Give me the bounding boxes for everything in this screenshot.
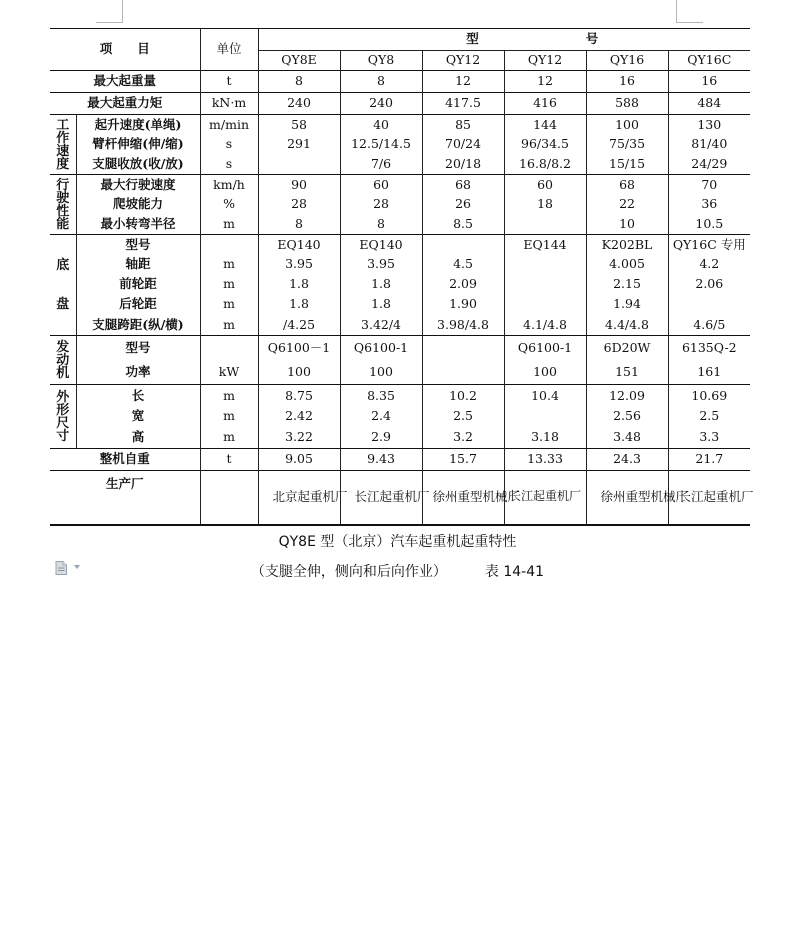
cell: 90: [258, 175, 340, 195]
cell: 1.90: [422, 295, 504, 315]
cell: 60: [504, 175, 586, 195]
model-col-1: QY8E: [258, 51, 340, 71]
cell: 28: [340, 195, 422, 215]
row-chassis-model: [50, 235, 750, 255]
cell: 北京起重机厂: [258, 471, 340, 525]
cell: 3.95: [258, 255, 340, 275]
row-unit: m/min: [200, 115, 258, 135]
cell: 3.18: [504, 427, 586, 449]
cell: 81/40: [668, 135, 750, 155]
cell: 130: [668, 115, 750, 135]
cell: 2.5: [422, 407, 504, 427]
cell: [504, 407, 586, 427]
cell: 8.5: [422, 215, 504, 235]
model-col-5: QY16: [586, 51, 668, 71]
row-label: 臂杆伸缩(伸/缩): [76, 135, 200, 155]
cell: 8.35: [340, 385, 422, 407]
row-label: 长: [76, 385, 200, 407]
cell: 16.8/8.2: [504, 155, 586, 175]
row-label: 高: [76, 427, 200, 449]
cell: 8: [258, 215, 340, 235]
cell: 58: [258, 115, 340, 135]
row-label: 前轮距: [76, 275, 200, 295]
header-item: 项 目: [50, 29, 200, 71]
cell: 15/15: [586, 155, 668, 175]
cell: 3.42/4: [340, 315, 422, 336]
cell: [504, 215, 586, 235]
cell: 9.43: [340, 449, 422, 471]
row-max-lift-moment: [50, 93, 750, 115]
cell: 100: [340, 361, 422, 385]
cell: EQ140: [340, 235, 422, 255]
model-col-2: QY8: [340, 51, 422, 71]
page-corner-mark-right: [676, 0, 703, 23]
cell: 1.94: [586, 295, 668, 315]
row-label: 型号: [76, 235, 200, 255]
row-label: 最大起重量: [50, 71, 200, 93]
row-boom-telescope: [50, 135, 750, 155]
cell: [422, 235, 504, 255]
cell: 10.4: [504, 385, 586, 407]
cell: 10: [586, 215, 668, 235]
row-manufacturer: [50, 471, 750, 525]
cell: [422, 361, 504, 385]
cell: 8: [258, 71, 340, 93]
row-self-weight: [50, 449, 750, 471]
crane-spec-table: [50, 28, 754, 526]
row-min-turning-radius: [50, 215, 750, 235]
row-unit: m: [200, 215, 258, 235]
row-rear-track: [50, 295, 750, 315]
category-driving: 行 驶 性 能: [50, 175, 76, 235]
cell: [504, 295, 586, 315]
cell: 6135Q-2: [668, 336, 750, 361]
cell: 3.48: [586, 427, 668, 449]
cell: 70/24: [422, 135, 504, 155]
row-unit: s: [200, 135, 258, 155]
row-height: [50, 427, 750, 449]
row-label: 生产厂: [50, 471, 200, 525]
category-engine: 发 动 机: [50, 336, 76, 385]
cell: 12.09: [586, 385, 668, 407]
cell: [668, 295, 750, 315]
cell: 16: [668, 71, 750, 93]
row-front-track: [50, 275, 750, 295]
row-unit: [200, 336, 258, 361]
cell: 20/18: [422, 155, 504, 175]
row-label: 宽: [76, 407, 200, 427]
cell: 7/6: [340, 155, 422, 175]
row-engine-power: [50, 361, 750, 385]
cell: 22: [586, 195, 668, 215]
row-unit: s: [200, 155, 258, 175]
row-label: 最小转弯半径: [76, 215, 200, 235]
cell: 4.1/4.8: [504, 315, 586, 336]
row-unit: m: [200, 427, 258, 449]
cell: 3.22: [258, 427, 340, 449]
cell: 徐州重型机械厂: [586, 471, 668, 525]
cell: 40: [340, 115, 422, 135]
row-unit: m: [200, 295, 258, 315]
cell: 416: [504, 93, 586, 115]
cell: 2.5: [668, 407, 750, 427]
row-unit: km/h: [200, 175, 258, 195]
header-model-char-2: 号: [585, 31, 599, 47]
cell: 240: [340, 93, 422, 115]
cell: 8: [340, 71, 422, 93]
cell: EQ144: [504, 235, 586, 255]
row-label: 支腿收放(收/放): [76, 155, 200, 175]
cell: 4.6/5: [668, 315, 750, 336]
row-unit: m: [200, 385, 258, 407]
row-label: 后轮距: [76, 295, 200, 315]
cell: Q6100-1: [340, 336, 422, 361]
row-label: 起升速度(单绳): [76, 115, 200, 135]
cell: 484: [668, 93, 750, 115]
cell: [504, 275, 586, 295]
cell: 4.2: [668, 255, 750, 275]
caption-table-number: 表 14-41: [484, 564, 545, 580]
cell: 68: [422, 175, 504, 195]
cell: 68: [586, 175, 668, 195]
header-model-char-1: 型: [466, 31, 479, 47]
cell: 10.69: [668, 385, 750, 407]
cell: /4.25: [258, 315, 340, 336]
row-unit: kN·m: [200, 93, 258, 115]
model-col-3: QY12: [422, 51, 504, 71]
cell: 4.005: [586, 255, 668, 275]
cell: 417.5: [422, 93, 504, 115]
cell: 6D20W: [586, 336, 668, 361]
cell: 100: [258, 361, 340, 385]
cell: 28: [258, 195, 340, 215]
cell: 21.7: [668, 449, 750, 471]
cell: 2.09: [422, 275, 504, 295]
row-label: 整机自重: [50, 449, 200, 471]
cell: 3.3: [668, 427, 750, 449]
row-label: 爬坡能力: [76, 195, 200, 215]
row-unit: [200, 235, 258, 255]
cell: 291: [258, 135, 340, 155]
cell: 1.8: [258, 295, 340, 315]
row-unit: t: [200, 71, 258, 93]
cell: 3.98/4.8: [422, 315, 504, 336]
cell: 1.8: [258, 275, 340, 295]
cell: 18: [504, 195, 586, 215]
cell: 75/35: [586, 135, 668, 155]
cell: 15.7: [422, 449, 504, 471]
row-width: [50, 407, 750, 427]
row-unit: %: [200, 195, 258, 215]
caption-subtitle-line: [0, 561, 795, 581]
cell: EQ140: [258, 235, 340, 255]
cell: K202BL: [586, 235, 668, 255]
cell: 2.56: [586, 407, 668, 427]
cell: 85: [422, 115, 504, 135]
cell: 2.15: [586, 275, 668, 295]
cell: [422, 336, 504, 361]
row-label: 型号: [76, 336, 200, 361]
category-chassis: 底 盘: [50, 235, 76, 336]
cell: 36: [668, 195, 750, 215]
cell: 1.8: [340, 275, 422, 295]
row-unit: t: [200, 449, 258, 471]
cell: 12.5/14.5: [340, 135, 422, 155]
cell: 12: [422, 71, 504, 93]
header-model: [258, 29, 750, 51]
header-unit: 单位: [200, 29, 258, 71]
header-row-top: [50, 29, 750, 51]
cell: 240: [258, 93, 340, 115]
cell: 9.05: [258, 449, 340, 471]
row-unit: m: [200, 407, 258, 427]
cell: 10.2: [422, 385, 504, 407]
cell: 151: [586, 361, 668, 385]
cell: 10.5: [668, 215, 750, 235]
row-wheelbase: [50, 255, 750, 275]
row-unit: m: [200, 275, 258, 295]
row-label: 支腿跨距(纵/横): [76, 315, 200, 336]
cell: 96/34.5: [504, 135, 586, 155]
row-label: 功率: [76, 361, 200, 385]
model-col-4: QY12: [504, 51, 586, 71]
cell: Q6100－1: [258, 336, 340, 361]
row-max-driving-speed: [50, 175, 750, 195]
cell: Q6100-1: [504, 336, 586, 361]
cell: 3.2: [422, 427, 504, 449]
row-label: 最大行驶速度: [76, 175, 200, 195]
row-gradeability: [50, 195, 750, 215]
cell: 3.95: [340, 255, 422, 275]
row-unit: kW: [200, 361, 258, 385]
row-label: 轴距: [76, 255, 200, 275]
row-outrigger-retract: [50, 155, 750, 175]
row-unit: m: [200, 255, 258, 275]
category-dimensions: 外 形 尺 寸: [50, 385, 76, 449]
page-corner-mark-left: [96, 0, 123, 23]
cell: 4.4/4.8: [586, 315, 668, 336]
cell: 8.75: [258, 385, 340, 407]
cell: 8: [340, 215, 422, 235]
cell: 12: [504, 71, 586, 93]
cell: 13.33: [504, 449, 586, 471]
cell: 60: [340, 175, 422, 195]
caption-title: QY8E 型（北京）汽车起重机起重特性: [278, 534, 517, 550]
cell: [258, 155, 340, 175]
cell: 100: [586, 115, 668, 135]
cell: 26: [422, 195, 504, 215]
cell: 24.3: [586, 449, 668, 471]
cell: 161: [668, 361, 750, 385]
row-engine-model: [50, 336, 750, 361]
cell: 2.4: [340, 407, 422, 427]
caption-subtitle: （支腿全伸，侧向和后向作业）: [250, 564, 447, 580]
row-unit: [200, 471, 258, 525]
cell: [504, 255, 586, 275]
row-unit: m: [200, 315, 258, 336]
cell: 24/29: [668, 155, 750, 175]
cell: 1.8: [340, 295, 422, 315]
cell: 4.5: [422, 255, 504, 275]
row-label: 最大起重力矩: [50, 93, 200, 115]
cell: 长江起重机厂: [668, 471, 750, 525]
row-hoist-speed: [50, 115, 750, 135]
cell: 70: [668, 175, 750, 195]
row-outrigger-span: [50, 315, 750, 336]
cell: 2.06: [668, 275, 750, 295]
cell: 588: [586, 93, 668, 115]
category-work-speed: 工 作 速 度: [50, 115, 76, 175]
cell: 144: [504, 115, 586, 135]
cell: QY16C 专用: [668, 235, 750, 255]
cell: 2.42: [258, 407, 340, 427]
model-col-6: QY16C: [668, 51, 750, 71]
cell: 2.9: [340, 427, 422, 449]
cell: 长江起重机厂: [340, 471, 422, 525]
row-length: [50, 385, 750, 407]
cell: 长江起重机厂: [504, 471, 586, 525]
cell: 徐州重型机械厂: [422, 471, 504, 525]
cell: 100: [504, 361, 586, 385]
row-max-lift-weight: [50, 71, 750, 93]
cell: 16: [586, 71, 668, 93]
